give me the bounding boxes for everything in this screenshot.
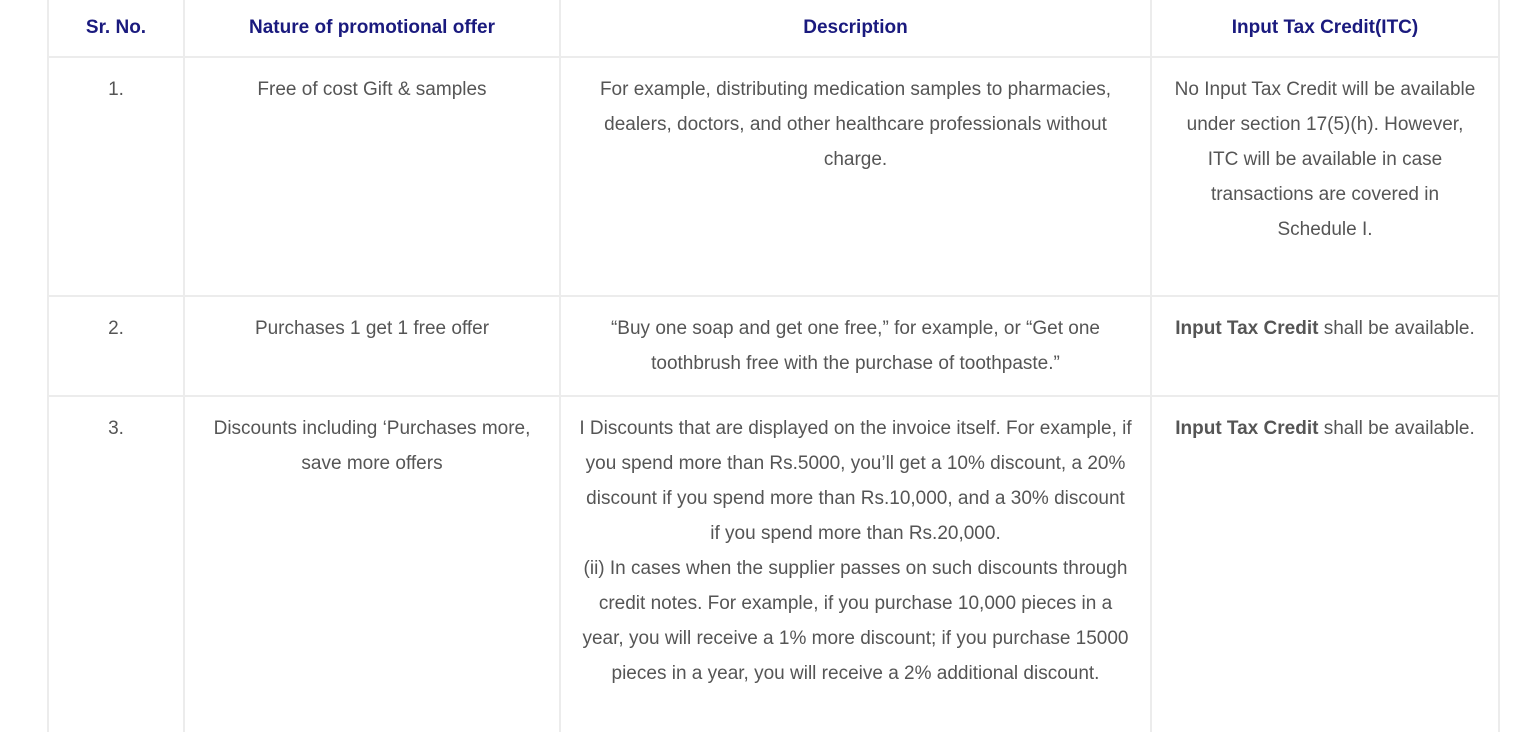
- header-sr-no: Sr. No.: [48, 0, 184, 57]
- cell-sr-no: 2.: [48, 296, 184, 396]
- cell-nature: Free of cost Gift & samples: [184, 57, 560, 296]
- itc-text: shall be available.: [1318, 318, 1475, 339]
- cell-description: [560, 396, 1151, 732]
- header-row: [48, 0, 1499, 57]
- header-itc: Input Tax Credit(ITC): [1151, 0, 1499, 57]
- itc-text: No Input Tax Credit will be available under section 17(5)(h). However, ITC will be available in case transactions are covered in Schedule I.: [1174, 79, 1476, 240]
- cell-description: “Buy one soap and get one free,” for example, or “Get one toothbrush free with the purchase of toothpaste.”: [560, 296, 1151, 396]
- cell-description: For example, distributing medication samples to pharmacies, dealers, doctors, and other healthcare professionals without charge.: [560, 57, 1151, 296]
- cell-sr-no: 1.: [48, 57, 184, 296]
- cell-itc: [1151, 296, 1499, 396]
- table-row: [48, 296, 1499, 396]
- cell-itc: [1151, 396, 1499, 732]
- table-row: [48, 396, 1499, 732]
- cell-sr-no: 3.: [48, 396, 184, 732]
- promotional-offers-table: [47, 0, 1500, 732]
- table-header: [48, 0, 1499, 57]
- table-body: [48, 57, 1499, 732]
- itc-bold-text: Input Tax Credit: [1175, 418, 1319, 439]
- description-part-2: (ii) In cases when the supplier passes on such discounts through credit notes. For example, if you purchase 10,000 pieces in a year, you will receive a 1% more discount; if you purchase 15000 pieces in a year, you will receive a 2% additional discount.: [582, 558, 1129, 684]
- header-description: Description: [560, 0, 1151, 57]
- cell-nature: Purchases 1 get 1 free offer: [184, 296, 560, 396]
- itc-bold-text: Input Tax Credit: [1175, 318, 1319, 339]
- description-part-1: I Discounts that are displayed on the invoice itself. For example, if you spend more than Rs.5000, you’ll get a 10% discount, a 20% discount if you spend more than Rs.10,000, and a 30% discount if you spend more than Rs.20,000.: [579, 418, 1132, 544]
- itc-text: shall be available.: [1318, 418, 1475, 439]
- cell-nature: Discounts including ‘Purchases more, save more offers: [184, 396, 560, 732]
- header-nature: Nature of promotional offer: [184, 0, 560, 57]
- cell-itc: [1151, 57, 1499, 296]
- table-row: [48, 57, 1499, 296]
